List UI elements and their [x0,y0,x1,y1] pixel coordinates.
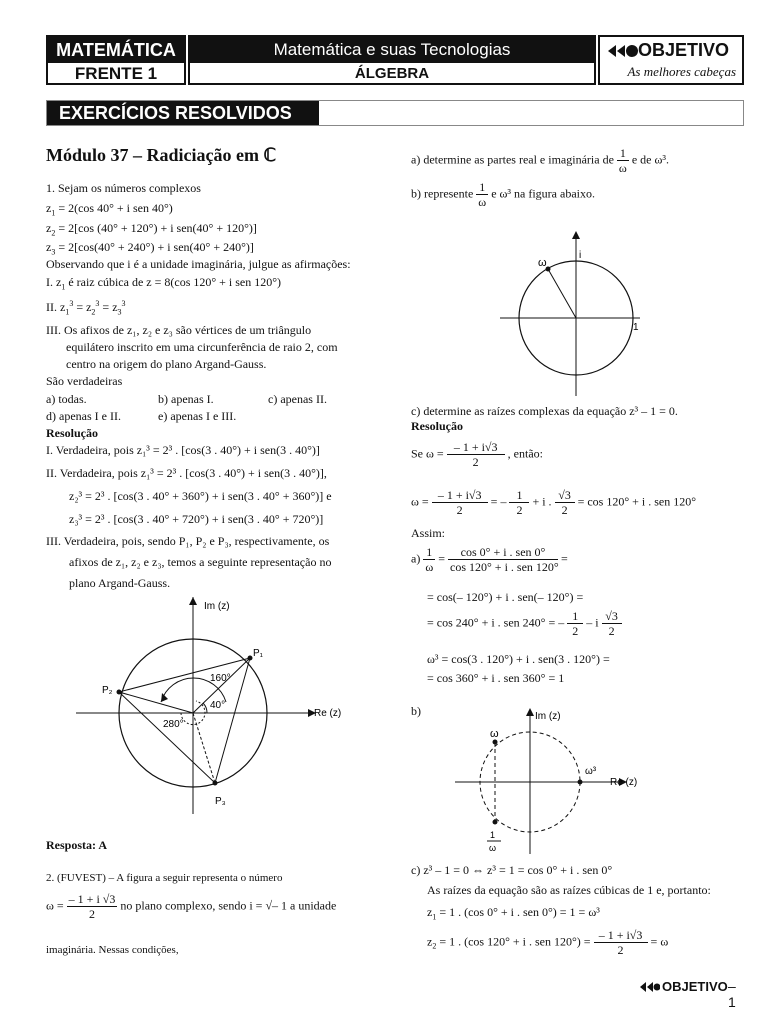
q1-res-2b: z₂³ = 2³ . [cos(3 . 40° + 360°) + i sen(3 . 40° + 360°)] e [69,489,332,503]
q2-line-a2: = cos 240° + i . sen 240° = – $\frac{1}{2}$ – i $\frac{√3}{2}$ [427,609,622,638]
q1-res-2c: z₃³ = 2³ . [cos(3 . 40° + 720°) + i sen(3 . 40° + 720°)] [69,512,324,526]
q1-z3: $z_3 = 2[\cos(40^\circ + 240^\circ) + i$ sen(40° + 240°)] [46,240,254,257]
section-title: EXERCÍCIOS RESOLVIDOS [47,101,319,125]
q1-item-3b: equilátero inscrito em uma circunferência de raio 2, com [66,340,338,354]
point-p2 [117,690,122,695]
q1-true-label: São verdadeiras [46,374,123,388]
area-label: Matemática e suas Tecnologias [190,37,594,63]
brand-slogan: As melhores cabeças [627,64,736,79]
omega-point [493,740,498,745]
q1-item-1: I. $z_1$ é raiz cúbica de z = 8(cos 120° + i sen 120°) [46,275,282,292]
q2-cont: imaginária. Nessas condições, [46,944,179,956]
q1-res-3a: III. Verdadeira, pois, sendo P₁, P₂ e P₃, respectivamente, os [46,534,330,548]
q2-resolution-label: Resolução [411,419,463,433]
q1-opt-c: c) apenas II. [268,392,327,406]
one-label: 1 [633,322,639,333]
q2-assim: Assim: [411,526,446,540]
brand-arrows-icon [608,43,638,59]
q2-intro: 2. (FUVEST) – A figura a seguir representa o número [46,872,283,884]
argand-figure-2 [500,228,650,398]
q2-line-w3: ω³ = cos(3 . 120°) + i . sen(3 . 120°) = [427,652,610,666]
page-number: – 1 [728,978,736,1010]
q1-opt-a: a) todas. [46,392,87,406]
q1-z1: $z_1 = 2(\cos$ 40° + i sen 40°) [46,201,173,218]
q2-line-w3b: = cos 360° + i . sen 360° = 1 [427,671,565,685]
re-label: Re (z) [314,708,342,719]
section-bar [46,100,744,126]
im-label: Im (z) [535,711,561,722]
point-p1 [248,656,253,661]
argand-figure-3 [455,706,655,856]
angle-40-label: 40° [210,700,226,711]
angle-160-label: 160° [210,673,231,684]
i-label: i [579,250,582,261]
inv-omega-den: ω [489,843,497,853]
q2-omega-def: ω = $\frac{- 1 + i √3}{2}$ no plano complexo, sendo i = √– 1 a unidade [46,892,337,921]
q2-line-a1: = cos(– 120°) + i . sen(– 120°) = [427,590,584,604]
omega-cubed-label: ω³ [585,766,597,777]
q1-opt-d: d) apenas I e II. [46,409,121,423]
q2-c4: $z_2 = 1$ . (cos 120° + i . sen 120°) = $\frac{- 1 + i√3}{2}$ = ω [427,928,669,957]
re-label: Re (z) [610,777,638,788]
brand-logo [598,35,744,85]
q2-c: c) determine as raízes complexas da equação z³ – 1 = 0. [411,404,678,418]
q2-se-omega: Se ω = $\frac{- 1 + i√3}{2}$ , então: [411,440,543,469]
area-box [188,35,596,85]
footer-arrows-icon [640,981,660,993]
footer-brand: OBJETIVO [662,979,728,994]
omega-vector [548,269,576,318]
im-axis-arrow-icon [189,597,197,605]
q2-c1: c) z³ – 1 = 0 ⇔ z³ = 1 = cos 0° + i . sen 0° [411,863,613,877]
p3-label: P₃ [215,796,226,807]
p1-label: P₁ [253,648,264,659]
front-label: FRENTE 1 [74,64,158,83]
q1-observe: Observando que i é a unidade imaginária, julgue as afirmações: [46,257,351,271]
q1-opt-e: e) apenas I e III. [158,409,237,423]
q1-res-3b: afixos de z₁, z₂ e z₃, temos a seguinte representação no [69,555,332,569]
q1-intro: 1. Sejam os números complexos [46,181,201,195]
omega-label: ω [490,728,499,740]
im-axis-arrow-icon [526,708,534,716]
q2-a: a) determine as partes real e imaginária de $\frac{1}{\omega}$ e de ω³. [411,146,669,175]
imag-arrow-icon [572,231,580,239]
q1-item-3c: centro na origem do plano Argand-Gauss. [66,357,267,371]
brand-name: OBJETIVO [638,40,730,60]
omega-label: ω [538,257,547,269]
q2-b: b) represente $\frac{1}{\omega}$ e ω³ na figura abaixo. [411,180,595,209]
im-label: Im (z) [204,601,230,612]
q1-opt-b: b) apenas I. [158,392,214,406]
subject-label: MATEMÁTICA [48,37,184,63]
q2-c2: As raízes da equação são as raízes cúbicas de 1 e, portanto: [427,883,711,897]
inv-omega-num: 1 [490,830,496,840]
q1-item-2: II. $z_1^3 = z_2^3 = z_3^3$ [46,299,126,317]
topic-label: ÁLGEBRA [354,65,430,82]
q1-z2: $z_2 = 2[\cos$ (40° + 120°) + i sen(40° + 120°)] [46,221,257,238]
q1-res-2: II. Verdadeira, pois z₁³ = 2³ . [cos(3 . 40°) + i sen(3 . 40°)], [46,466,327,480]
p2-label: P₂ [102,685,113,696]
inv-omega-point [493,820,498,825]
q1-answer: Resposta: A [46,838,108,852]
q1-res-1: I. Verdadeira, pois z₁³ = 2³ . [cos(3 . 40°) + i sen(3 . 40°)] [46,443,320,457]
module-title: Módulo 37 – Radiciação em ℂ [46,145,277,165]
angle-280-label: 280° [163,719,184,730]
arc-40 [203,703,207,713]
omega-cubed-point [578,780,583,785]
q1-res-3c: plano Argand-Gauss. [69,576,171,590]
q1-item-3a: III. Os afixos de z₁, z₂ e z₃ são vértices de um triângulo [46,323,312,337]
argand-figure-1 [76,592,376,817]
q2-b-label: b) [411,704,421,718]
point-p3 [213,781,218,786]
q2-c3: $z_1 = 1$ . (cos 0° + i . sen 0°) = 1 = ω³ [427,905,600,922]
q1-resolution-label: Resolução [46,426,98,440]
subject-box [46,35,186,85]
q2-omega-eq: ω = $\frac{- 1 + i√3}{2}$ = – $\frac{1}{2}$ + i . $\frac{√3}{2}$ = cos 120° + i . sen 120° [411,488,697,517]
q2-inv-omega: a) $\frac{1}{\omega}$ = $\frac{\text{cos 0° + i . sen 0°}}{\text{cos 120° + i . sen 120°}}$ = [411,545,568,574]
